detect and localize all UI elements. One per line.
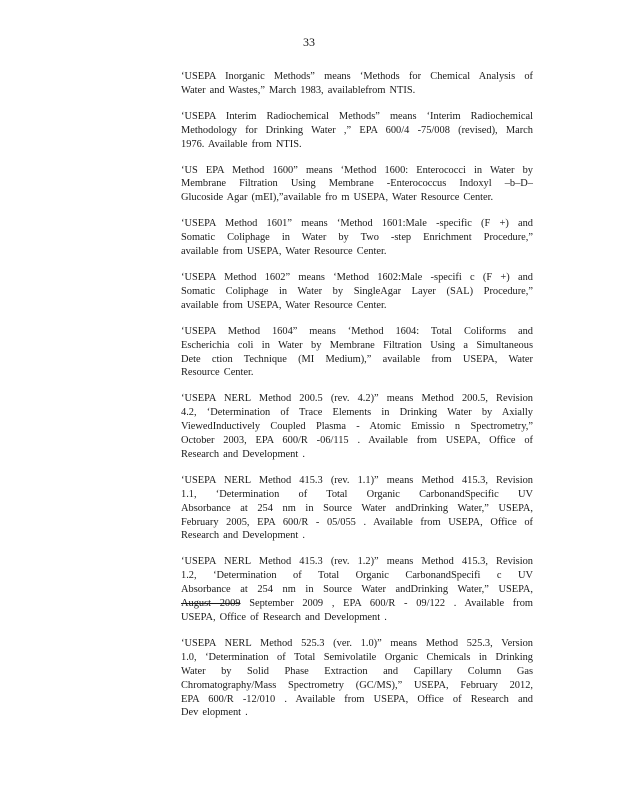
definition-line: 1.1, ‘Determination of Total Organic CarbonandSpecific UV bbox=[181, 488, 533, 500]
definition-line: 4.2, ‘Determination of Trace Elements in Drinking Water by Axially bbox=[181, 407, 533, 419]
definition-line: EPA 600/R -12/010 . Available from USEPA, Office of Research and bbox=[181, 693, 533, 705]
definition-line: ‘USEPA NERL Method 200.5 (rev. 4.2)” means Method 200.5, Revision bbox=[181, 393, 533, 405]
definition-paragraph bbox=[181, 110, 533, 152]
definition-paragraph bbox=[181, 325, 533, 381]
definition-line: Dev elopment . bbox=[181, 707, 248, 719]
definition-line: ‘USEPA Interim Radiochemical Methods” means ‘Interim Radiochemical bbox=[181, 110, 533, 122]
definition-paragraph bbox=[181, 474, 533, 544]
inserted-text: September 2009 , EPA 600/R - 09/122 . Available from bbox=[240, 598, 533, 610]
definition-line: USEPA, Office of Research and Development . bbox=[181, 612, 387, 623]
definition-line: Water and Wastes,” March 1983, availablefrom NTIS. bbox=[181, 84, 416, 96]
definition-paragraph bbox=[181, 555, 533, 625]
definition-line: Glucoside Agar (mEI),”available fro m USEPA, Water Resource Center. bbox=[181, 192, 494, 204]
definition-line: October 2003, EPA 600/R -06/115 . Available from USEPA, Office of bbox=[181, 435, 533, 447]
struck-text: August 2009 bbox=[181, 598, 241, 610]
definition-line: Absorbance at 254 nm in Source Water andDrinking Water,” USEPA, bbox=[181, 502, 533, 514]
definition-line: Research and Development . bbox=[181, 448, 305, 460]
definition-line: ‘US EPA Method 1600” means ‘Method 1600: Enterococci in Water by bbox=[181, 164, 533, 176]
definition-line: Membrane Filtration Using Membrane -Enterococcus Indoxyl –b–D– bbox=[181, 178, 533, 190]
definition-paragraph bbox=[181, 70, 533, 98]
definition-line: Somatic Coliphage in Water by Two -step Enrichment Procedure,” bbox=[181, 232, 533, 244]
definition-line: Dete ction Technique (MI Medium),” available from USEPA, Water bbox=[181, 353, 533, 365]
definition-paragraph bbox=[181, 217, 533, 259]
definition-line: ‘USEPA Method 1604” means ‘Method 1604: Total Coliforms and bbox=[181, 325, 533, 337]
definition-paragraph bbox=[181, 271, 533, 313]
definitions-list bbox=[181, 70, 533, 732]
definition-line: 1976. Available from NTIS. bbox=[181, 138, 302, 150]
definition-line: ‘USEPA NERL Method 525.3 (ver. 1.0)” means Method 525.3, Version bbox=[181, 637, 533, 649]
definition-line: available from USEPA, Water Resource Center. bbox=[181, 299, 387, 311]
definition-line: available from USEPA, Water Resource Center. bbox=[181, 246, 387, 258]
definition-line: Escherichia coli in Water by Membrane Filtration Using a Simultaneous bbox=[181, 339, 533, 351]
definition-paragraph bbox=[181, 392, 533, 462]
definition-line: Chromatography/Mass Spectrometry (GC/MS),” USEPA, February 2012, bbox=[181, 679, 533, 691]
definition-line: ‘USEPA Inorganic Methods” means ‘Methods for Chemical Analysis of bbox=[181, 71, 533, 82]
definition-line: ‘USEPA NERL Method 415.3 (rev. 1.2)” means Method 415.3, Revision bbox=[181, 556, 533, 568]
definition-line: Water by Solid Phase Extraction and Capillary Column Gas bbox=[181, 665, 533, 677]
definition-line: Research and Development . bbox=[181, 530, 305, 542]
definition-line: ViewedInductively Coupled Plasma - Atomic Emissio n Spectrometry,” bbox=[181, 421, 533, 433]
definition-line: Methodology for Drinking Water ,” EPA 600/4 -75/008 (revised), March bbox=[181, 124, 533, 136]
definition-line: Somatic Coliphage in Water by SingleAgar Layer (SAL) Procedure,” bbox=[181, 285, 533, 297]
page-number: 33 bbox=[303, 35, 315, 49]
definition-paragraph bbox=[181, 164, 533, 206]
definition-line: ‘USEPA Method 1602” means ‘Method 1602:Male -specifi c (F +) and bbox=[181, 271, 533, 283]
definition-line: 1.2, ‘Determination of Total Organic CarbonandSpecifi c UV bbox=[181, 570, 533, 582]
definition-line: ‘USEPA NERL Method 415.3 (rev. 1.1)” means Method 415.3, Revision bbox=[181, 474, 533, 486]
definition-line: 1.0, ‘Determination of Total Semivolatile Organic Chemicals in Drinking bbox=[181, 651, 533, 663]
definition-line-with-strikethrough bbox=[181, 597, 533, 611]
definition-line: February 2005, EPA 600/R - 05/055 . Available from USEPA, Office of bbox=[181, 516, 533, 528]
definition-line: Absorbance at 254 nm in Source Water andDrinking Water,” USEPA, bbox=[181, 584, 533, 596]
definition-line: ‘USEPA Method 1601” means ‘Method 1601:Male -specific (F +) and bbox=[181, 218, 533, 230]
definition-line: Resource Center. bbox=[181, 367, 254, 379]
definition-paragraph bbox=[181, 637, 533, 720]
